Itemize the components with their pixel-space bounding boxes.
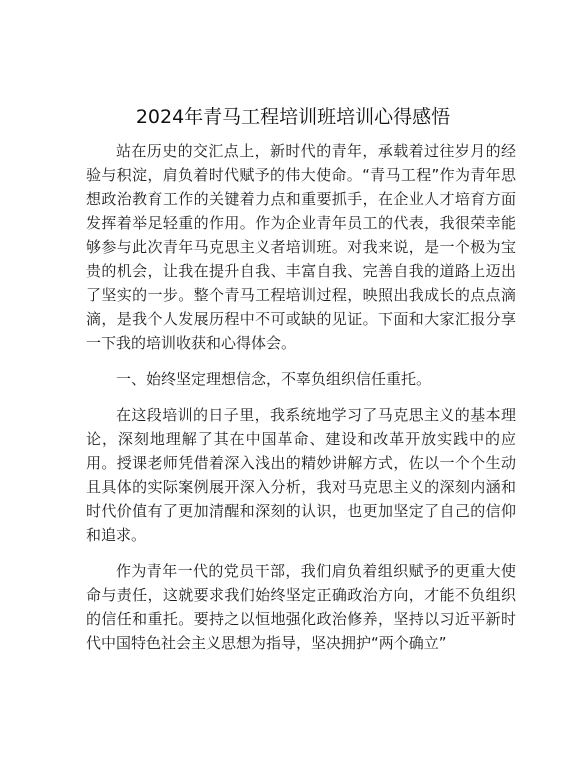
document-body (86, 139, 516, 667)
paragraph-intro: 站在历史的交汇点上，新时代的青年，承载着过往岁月的经验与积淀，肩负着时代赋予的伟大使命。“青马工程”作为青年思想政治教育工作的关键着力点和重要抓手，在企业人才培育方面发挥着举足轻重的作用。作为企业青年员工的代表，我很荣幸能够参与此次青年马克思主义者培训班。对我来说，是一个极为宝贵的机会，让我在提升自我、丰富自我、完善自我的道路上迈出了坚实的一步。整个青马工程培训过程，映照出我成长的点点滴滴，是我个人发展历程中不可或缺的见证。下面和大家汇报分享一下我的培训收获和心得体会。 (86, 142, 516, 352)
paragraph-study: 在这段培训的日子里，我系统地学习了马克思主义的基本理论，深刻地理解了其在中国革命、建设和改革开放实践中的应用。授课老师凭借着深入浅出的精妙讲解方式，佐以一个个生动且具体的实际案例展开深入分析，我对马克思主义的深刻内涵和时代价值有了更加清醒和深刻的认识，也更加坚定了自己的信仰和追求。 (86, 406, 516, 544)
section-heading-1: 一、始终坚定理想信念，不辜负组织信任重托。 (116, 370, 432, 388)
paragraph-mission: 作为青年一代的党员干部，我们肩负着组织赋予的更重大使命与责任，这就要求我们始终坚定正确政治方向，才能不负组织的信任和重托。要持之以恒地强化政治修养，坚持以习近平新时代中国特色社会主义思想为指导，坚决拥护“两个确立” (86, 562, 516, 652)
document-title: 2024年青马工程培训班培训心得感悟 (135, 106, 451, 128)
